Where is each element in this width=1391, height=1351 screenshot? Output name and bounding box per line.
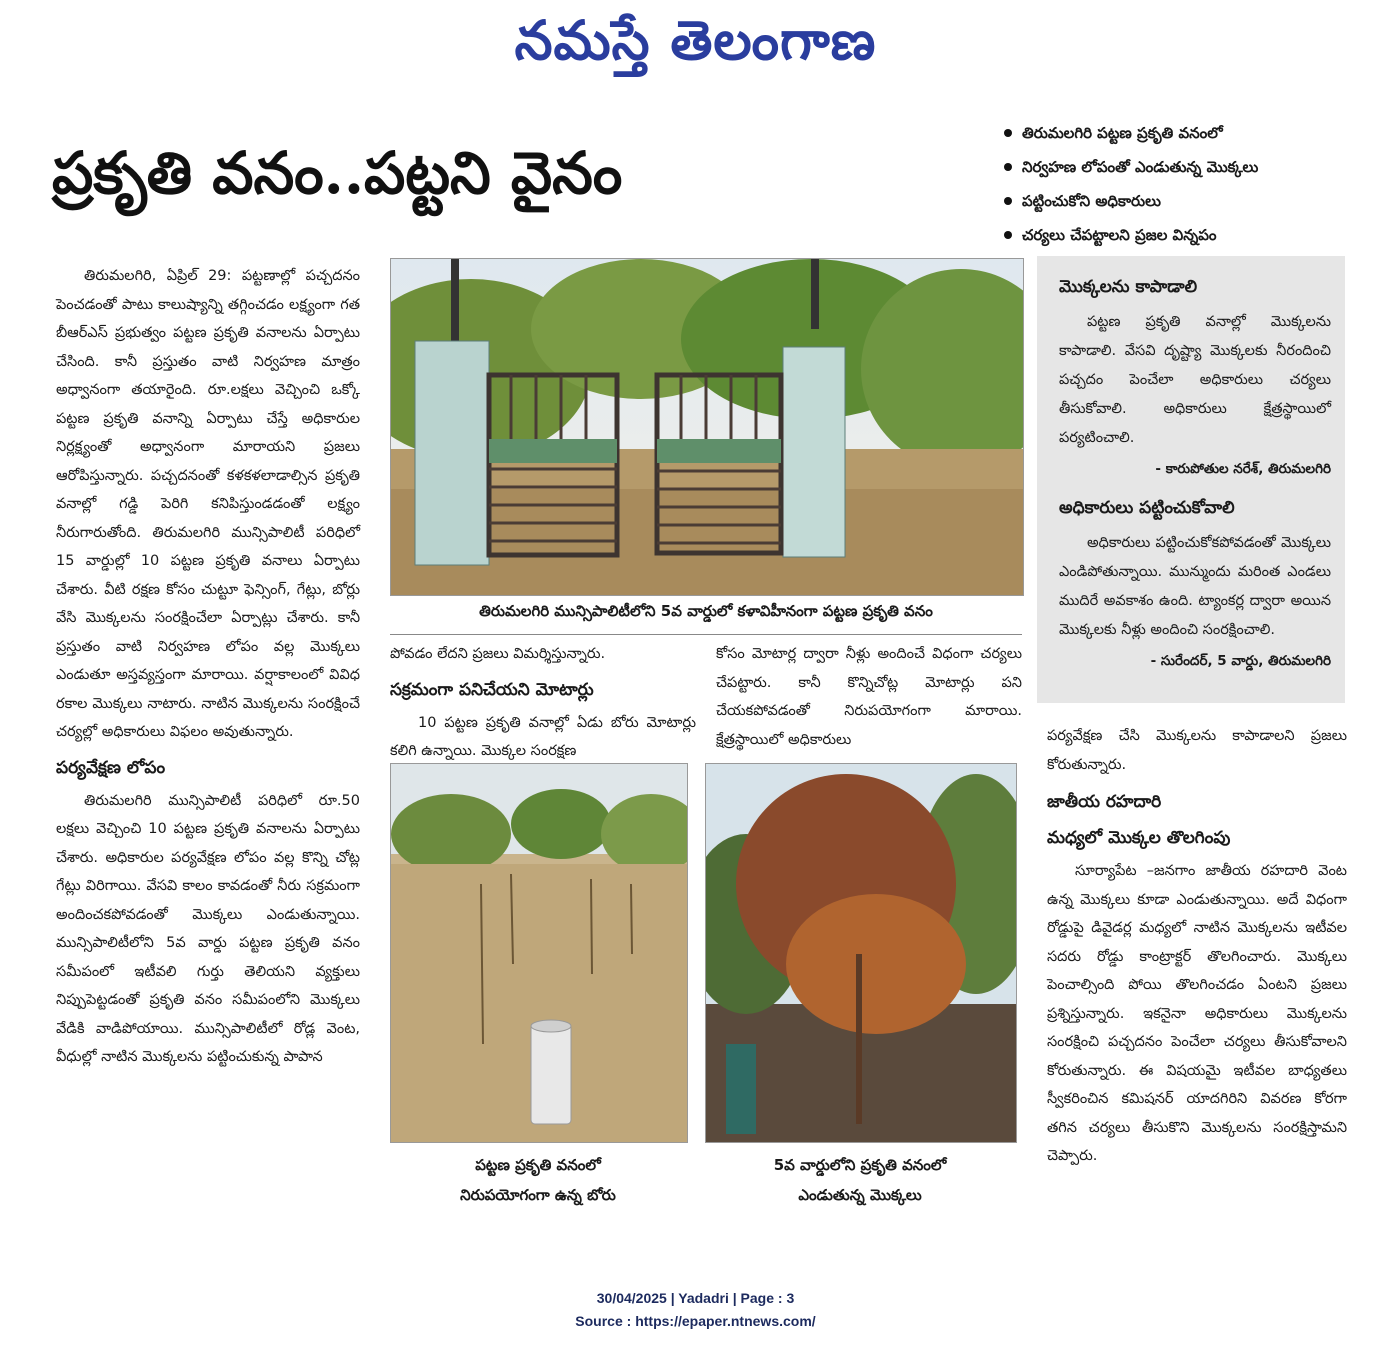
- newspaper-masthead: నమస్తే తెలంగాణ: [514, 8, 877, 72]
- body-paragraph: కోసం మోటార్ల ద్వారా నీళ్లు అందించే విధంగా చర్యలు చేపట్టారు. కానీ కొన్నిచోట్ల మోటార్లు పని చేయకపోవడంతో నిరుపయోగంగా మారాయి. క్షేత్రస్థాయిలో అధికారులు: [716, 646, 1022, 748]
- quote-signature: - కారుపోతుల నరేశ్, తిరుమలగిరి: [1155, 461, 1331, 477]
- bullet-item: పట్టించుకోని అధికారులు: [1000, 184, 1380, 218]
- quote-signature: - సురేందర్, 5 వార్డు, తిరుమలగిరి: [1150, 653, 1331, 669]
- photo-left-caption: [390, 1150, 686, 1210]
- body-paragraph: 10 పట్టణ ప్రకృతి వనాల్లో ఏడు బోరు మోటార్లు కలిగి ఉన్నాయి. మొక్కల సంరక్షణ: [390, 714, 696, 759]
- article-column-2: [390, 640, 696, 766]
- drying-plants-illustration: [706, 764, 1016, 1142]
- footer-date-edition: 30/04/2025 | Yadadri | Page : 3: [596, 1290, 795, 1306]
- park-gate-illustration: [391, 259, 1023, 595]
- article-headline: ప్రకృతి వనం..పట్టని వైనం: [52, 139, 623, 207]
- body-paragraph: పర్యవేక్షణ చేసి మొక్కలను కాపాడాలని ప్రజలు కోరుతున్నారు.: [1047, 728, 1347, 773]
- caption-line: పట్టణ ప్రకృతి వనంలో: [475, 1156, 601, 1174]
- section-subhead: జాతీయ రహదారి: [1047, 792, 1162, 812]
- section-subhead: సక్రమంగా పనిచేయని మోటార్లు: [390, 679, 594, 700]
- section-subhead: మధ్యలో మొక్కల తొలగింపు: [1047, 828, 1231, 848]
- caption-line: నిరుపయోగంగా ఉన్న బోరు: [460, 1186, 616, 1204]
- caption-line: ఎండుతున్న మొక్కలు: [798, 1186, 922, 1204]
- footer-source: Source : https://epaper.ntnews.com/: [575, 1313, 816, 1329]
- quotes-sidebar: [1037, 256, 1345, 703]
- quote-text: పట్టణ ప్రకృతి వనాల్లో మొక్కలను కాపాడాలి. వేసవి దృష్ట్యా మొక్కలకు నీరందించి పచ్చదం పెంచేలా అధికారులు చర్యలు తీసుకోవాలి. అధికారులు క్షేత్రస్థాయిలో పర్యటించాలి.: [1059, 314, 1331, 446]
- article-column-3: [716, 640, 1022, 754]
- highlight-bullets: [1000, 116, 1380, 252]
- caption-divider: [390, 634, 1022, 635]
- section-subhead: పర్యవేక్షణ లోపం: [56, 757, 166, 778]
- bullet-item: చర్యలు చేపట్టాలని ప్రజల విన్నపం: [1000, 218, 1380, 252]
- quote-title: మొక్కలను కాపాడాలి: [1059, 277, 1198, 297]
- photo-unused-borewell: [390, 763, 688, 1143]
- body-paragraph: పోవడం లేదని ప్రజలు విమర్శిస్తున్నారు.: [390, 646, 606, 662]
- bullet-item: తిరుమలగిరి పట్టణ ప్రకృతి వనంలో: [1000, 116, 1380, 150]
- article-column-1: [56, 262, 360, 1072]
- body-paragraph: సూర్యాపేట –జనగాం జాతీయ రహదారి వెంట ఉన్న మొక్కలు కూడా ఎండుతున్నాయి. అదే విధంగా రోడ్డుపై డివైడర్ల మధ్యలో నాటిన మొక్కలను ఇటీవల సదరు రోడ్డు కాంట్రాక్టర్ తొలగించారు. మొక్కలు పెంచాల్సింది పోయి తొలగించడం ఏంటని ప్రజలు ప్రశ్నిస్తున్నారు. ఇకనైనా అధికారులు మొక్కలను సంరక్షించి పచ్చదనం పెంచేలా చర్యలు తీసుకోవాలని కోరుతున్నారు. ఈ విషయమై ఇటీవల బాధ్యతలు స్వీకరించిన కమిషనర్ యాదగిరిని వివరణ కోరగా తగిన చర్యలు తీసుకొని మొక్కలను సంరక్షిస్తామని చెప్పారు.: [1047, 863, 1347, 1164]
- article-column-4: [1047, 722, 1347, 1171]
- photo-drying-plants: [705, 763, 1017, 1143]
- quote-text: అధికారులు పట్టించుకోకపోవడంతో మొక్కలు ఎండిపోతున్నాయి. మున్ముందు మరింత ఎండలు ముదిరే అవకాశం ఉంది. ట్యాంకర్ల ద్వారా అయిన మొక్కలకు నీళ్లు అందించి సంరక్షించాలి.: [1059, 535, 1331, 638]
- caption-line: 5వ వార్డులోని ప్రకృతి వనంలో: [773, 1156, 947, 1174]
- photo-park-gate: [390, 258, 1024, 596]
- body-paragraph: తిరుమలగిరి, ఏప్రిల్ 29: పట్టణాల్లో పచ్చదనం పెంచడంతో పాటు కాలుష్యాన్ని తగ్గించడం లక్ష్యంగా గత బీఆర్ఎస్ ప్రభుత్వం పట్టణ ప్రకృతి వనాలను ఏర్పాటు చేసింది. కానీ ప్రస్తుతం వాటి నిర్వహణ మాత్రం అధ్వానంగా తయారైంది. రూ.లక్షలు వెచ్చించి ఒక్కో పట్టణ ప్రకృతి వనాన్ని ఏర్పాటు చేస్తే అధికారుల నిర్లక్ష్యంతో అధ్వానంగా మారాయని ప్రజలు ఆరోపిస్తున్నారు. పచ్చదనంతో కళకళలాడాల్సిన ప్రకృతి వనాల్లో గడ్డి పెరిగి కనిపిస్తుండడంతో లక్ష్యం నీరుగారుతోంది. తిరుమలగిరి మున్సిపాలిటీ పరిధిలో 15 వార్డుల్లో 10 పట్టణ ప్రకృతి వనాలు ఏర్పాటు చేశారు. వీటి రక్షణ కోసం చుట్టూ ఫెన్సింగ్, గేట్లు, బోర్లు వేసి మొక్కలను సంరక్షించేలా ఏర్పాట్లు చేశారు. కానీ ప్రస్తుతం వాటి నిర్వహణ లోపం వల్ల మొక్కలు ఎండుతూ అస్తవ్యస్తంగా మారాయి. వర్షాకాలంలో వివిధ రకాల మొక్కలు నాటారు. నాటిన మొక్కలను సంరక్షించే చర్యల్లో అధికారులు విఫలం అవుతున్నారు.: [56, 268, 360, 740]
- bullet-item: నిర్వహణ లోపంతో ఎండుతున్న మొక్కలు: [1000, 150, 1380, 184]
- borewell-illustration: [391, 764, 687, 1142]
- photo-right-caption: [705, 1150, 1015, 1210]
- quote-title: అధికారులు పట్టించుకోవాలి: [1059, 498, 1235, 518]
- body-paragraph: తిరుమలగిరి మున్సిపాలిటీ పరిధిలో రూ.50 లక్షలు వెచ్చించి 10 పట్టణ ప్రకృతి వనాలను ఏర్పాటు చేశారు. అధికారుల పర్యవేక్షణ లోపం వల్ల కొన్ని చోట్ల గేట్లు విరిగాయి. వేసవి కాలం కావడంతో నీరు సక్రమంగా అందించకపోవడంతో మొక్కలు ఎండుతున్నాయి. మున్సిపాలిటీలోని 5వ వార్డు పట్టణ ప్రకృతి వనం సమీపంలో ఇటీవలి గుర్తు తెలియని వ్యక్తులు నిప్పుపెట్టడంతో ప్రకృతి వనం సమీపంలోని మొక్కలు వేడికి వాడిపోయాయి. మున్సిపాలిటీలో రోడ్ల వెంట, వీధుల్లో నాటిన మొక్కలను పట్టించుకున్న పాపాన: [56, 792, 360, 1065]
- photo-main-caption: తిరుమలగిరి మున్సిపాలిటీలోని 5వ వార్డులో కళావిహీనంగా పట్టణ ప్రకృతి వనం: [479, 602, 933, 620]
